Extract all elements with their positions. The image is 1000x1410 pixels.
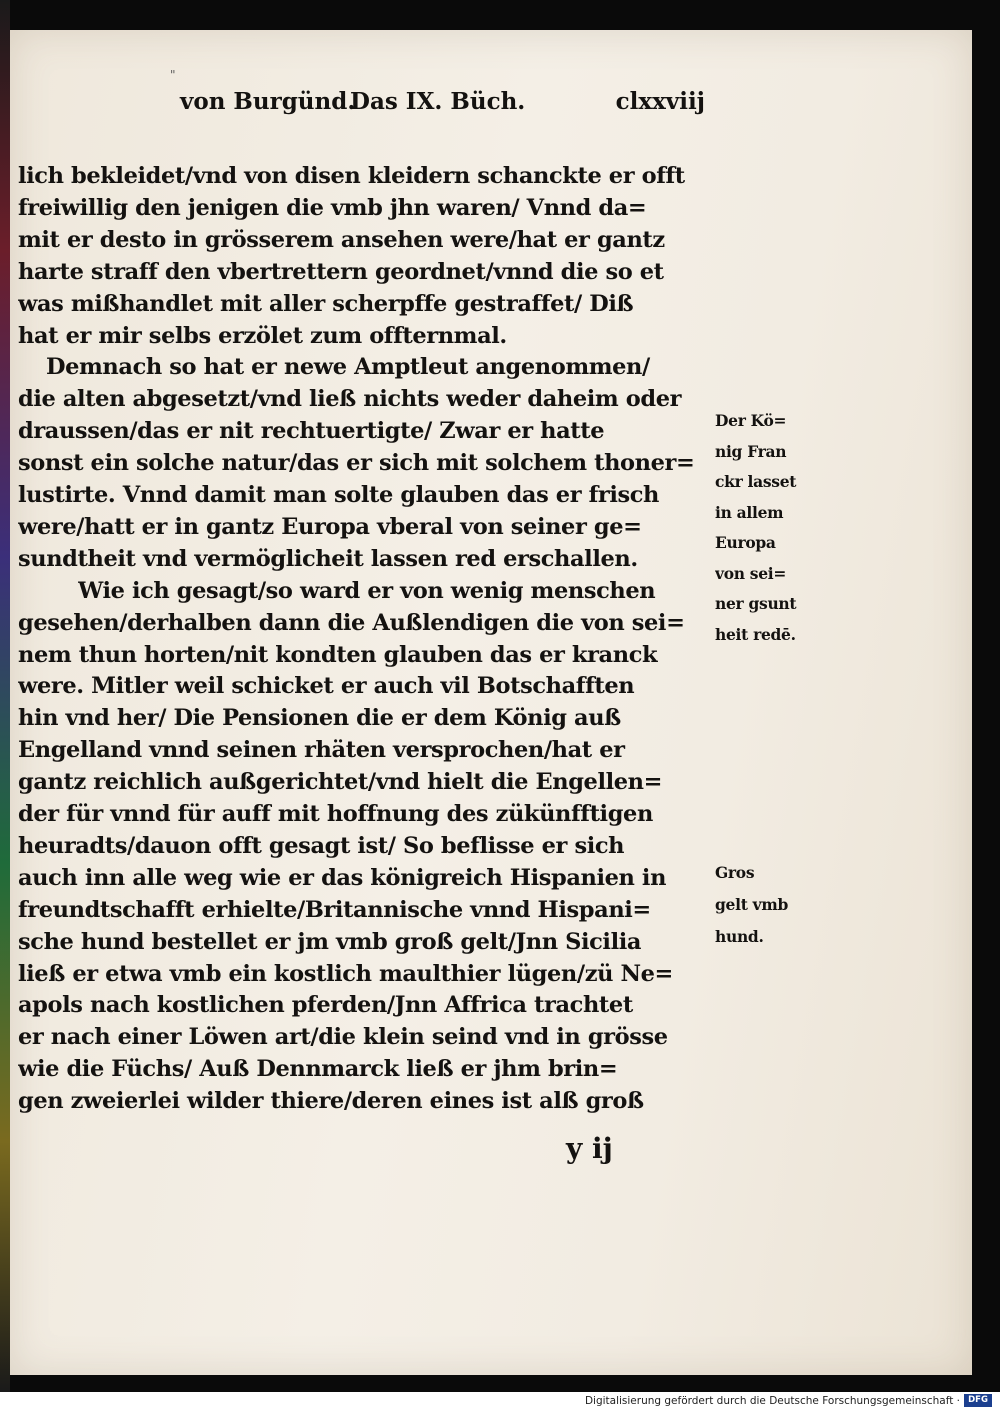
- margin-note-line: Europa: [715, 533, 776, 552]
- text-line: heuradts/dauon offt gesagt ist/ So beflisse er sich: [18, 833, 625, 859]
- margin-note-line: hund.: [715, 927, 764, 946]
- text-line: freundtschafft erhielte/Britannische vnnd Hispani=: [18, 897, 651, 923]
- margin-note-line: heit redē.: [715, 625, 796, 644]
- signature-mark: y ij: [566, 1132, 613, 1165]
- text-line: were. Mitler weil schicket er auch vil Botschafften: [18, 673, 635, 699]
- text-line: gantz reichlich außgerichtet/vnd hielt die Engellen=: [18, 769, 663, 795]
- text-line: hin vnd her/ Die Pensionen die er dem König auß: [18, 705, 621, 731]
- text-line: mit er desto in grösserem ansehen were/hat er gantz: [18, 227, 665, 253]
- text-line: gen zweierlei wilder thiere/deren eines ist alß groß: [18, 1088, 644, 1114]
- margin-note-line: Der Kö=: [715, 411, 787, 430]
- text-line: draussen/das er nit rechtuertigte/ Zwar er hatte: [18, 418, 605, 444]
- running-head-left: von Burgünd.: [180, 88, 356, 115]
- text-line: der für vnnd für auff mit hoffnung des zükünfftigen: [18, 801, 653, 827]
- margin-note-line: nig Fran: [715, 442, 787, 461]
- footer: [0, 1392, 1000, 1410]
- text-line: ließ er etwa vmb ein kostlich maulthier lügen/zü Ne=: [18, 961, 674, 987]
- dfg-logo: DFG: [964, 1394, 992, 1407]
- text-line: hat er mir selbs erzölet zum offternmal.: [18, 323, 507, 349]
- text-line: apols nach kostlichen pferden/Jnn Affrica trachtet: [18, 992, 633, 1018]
- text-line: was mißhandlet mit aller scherpffe gestraffet/ Diß: [18, 291, 634, 317]
- text-line: harte straff den vbertrettern geordnet/vnnd die so et: [18, 259, 664, 285]
- margin-note-line: in allem: [715, 503, 784, 522]
- funding-notice: Digitalisierung gefördert durch die Deutsche Forschungsgemeinschaft ·: [584, 1395, 960, 1407]
- text-line: Demnach so hat er newe Amptleut angenommen/: [46, 354, 650, 380]
- margin-note-line: ckr lasset: [715, 472, 797, 491]
- text-line: wie die Füchs/ Auß Dennmarck ließ er jhm brin=: [18, 1056, 618, 1082]
- margin-note-line: ner gsunt: [715, 594, 797, 613]
- text-line: sundtheit vnd vermöglicheit lassen red erschallen.: [18, 546, 638, 572]
- text-line: sonst ein solche natur/das er sich mit solchem thoner=: [18, 450, 695, 476]
- text-line: were/hatt er in gantz Europa vberal von seiner ge=: [18, 514, 642, 540]
- text-line: die alten abgesetzt/vnd ließ nichts weder daheim oder: [18, 386, 682, 412]
- page-number: clxxviij: [615, 88, 705, 115]
- running-head-center: Das IX. Büch.: [350, 88, 526, 115]
- text-line: Wie ich gesagt/so ward er von wenig menschen: [78, 578, 656, 604]
- margin-note-line: von sei=: [715, 564, 787, 583]
- margin-note-line: Gros: [715, 863, 755, 882]
- running-head: [180, 88, 705, 124]
- stray-mark: ": [170, 68, 176, 82]
- margin-note-line: gelt vmb: [715, 895, 788, 914]
- text-line: er nach einer Löwen art/die klein seind vnd in grösse: [18, 1024, 668, 1050]
- scanner-color-strip: [0, 0, 10, 1392]
- text-line: sche hund bestellet er jm vmb groß gelt/Jnn Sicilia: [18, 929, 642, 955]
- book-page: [10, 30, 972, 1375]
- text-line: gesehen/derhalben dann die Außlendigen die von sei=: [18, 610, 685, 636]
- text-line: lustirte. Vnnd damit man solte glauben das er frisch: [18, 482, 659, 508]
- text-line: freiwillig den jenigen die vmb jhn waren/ Vnnd da=: [18, 195, 647, 221]
- text-line: auch inn alle weg wie er das königreich Hispanien in: [18, 865, 667, 891]
- text-line: lich bekleidet/vnd von disen kleidern schanckte er offt: [18, 163, 685, 189]
- text-line: Engelland vnnd seinen rhäten versprochen/hat er: [18, 737, 625, 763]
- text-line: nem thun horten/nit kondten glauben das er kranck: [18, 642, 658, 668]
